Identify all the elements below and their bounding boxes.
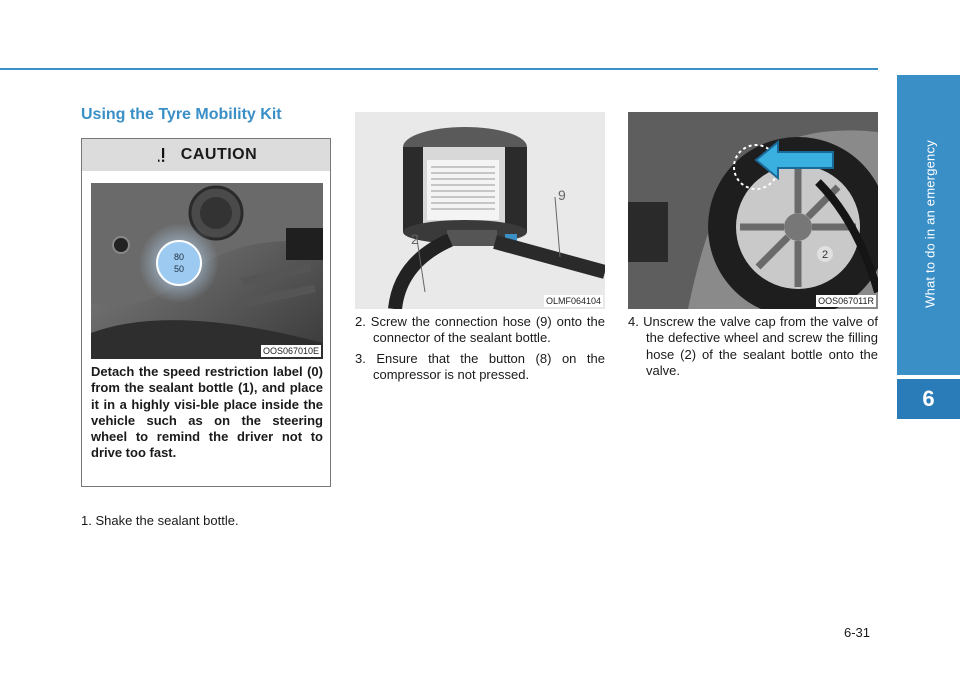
image-code: OLMF064104	[545, 296, 601, 306]
image-code: OOS067010E	[262, 346, 319, 356]
chapter-number: 6	[897, 379, 960, 419]
callout-2: 2	[411, 231, 419, 247]
step-4: 4. Unscrew the valve cap from the valve of the defective wheel and screw the filling hose (2) of the sealant bottle onto the valve.	[628, 314, 878, 378]
warning-icon	[155, 147, 171, 163]
step-1: 1. Shake the sealant bottle.	[81, 513, 239, 528]
callout-2: 2	[821, 249, 829, 261]
dashboard-illustration	[91, 183, 323, 359]
caution-box	[81, 138, 331, 487]
label-80: 80	[173, 252, 185, 262]
chapter-tab-label: What to do in an emergency	[922, 140, 938, 308]
caution-title: CAUTION	[180, 146, 258, 163]
image-code: OOS067011R	[818, 296, 874, 306]
caution-text: Detach the speed restriction label (0) from the sealant bottle (1), and place it in a highly visi-ble place inside the vehicle such as on the steering wheel to remind the driver not to drive too fast.	[91, 364, 323, 461]
steps-middle	[355, 314, 605, 387]
step-2: 2. Screw the connection hose (9) onto the connector of the sealant bottle.	[355, 314, 605, 346]
sealant-bottle-photo	[355, 112, 605, 309]
callout-9: 9	[558, 187, 566, 203]
page-number: 6-31	[844, 625, 871, 640]
steps-right	[628, 314, 878, 383]
step-3: 3. Ensure that the button (8) on the compressor is not pressed.	[355, 350, 605, 382]
header-rule	[0, 68, 878, 70]
caution-header	[82, 139, 330, 171]
wheel-valve-photo	[628, 112, 878, 309]
label-50: 50	[173, 264, 185, 274]
section-title: Using the Tyre Mobility Kit	[81, 106, 282, 123]
